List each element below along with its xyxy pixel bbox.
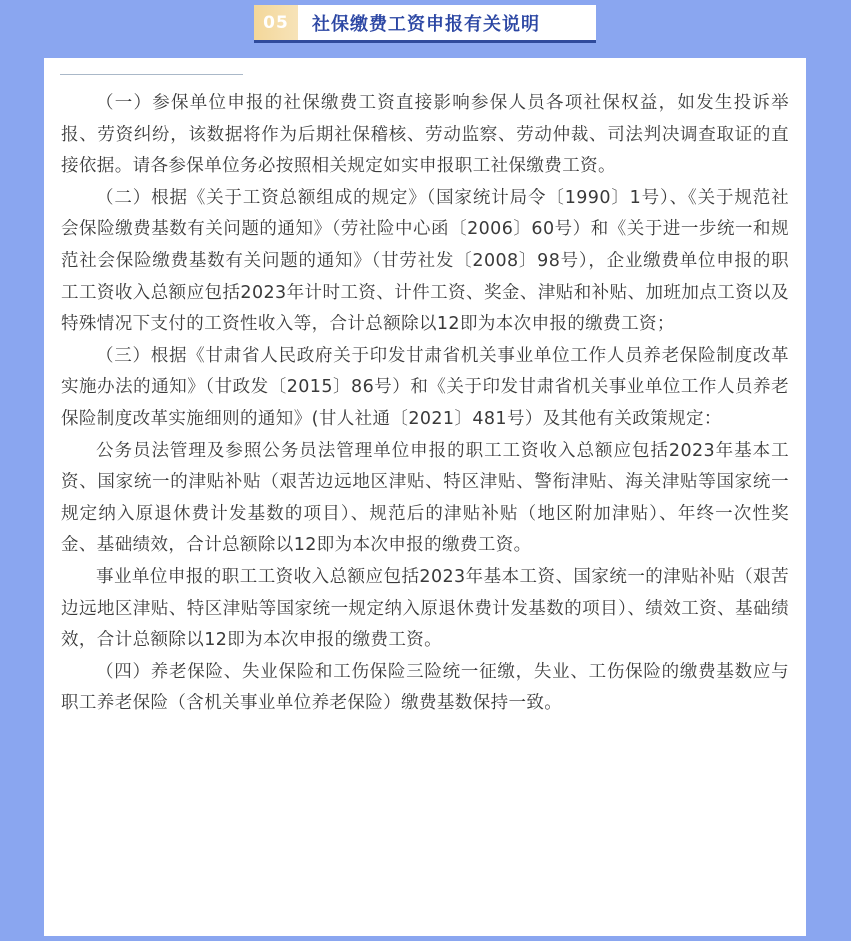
paragraph-2: （二）根据《关于工资总额组成的规定》（国家统计局令〔1990〕1号）、《关于规范社会保险缴费基数有关问题的通知》（劳社险中心函〔2006〕60号）和《关于进一步统一和规范社会保险缴费基数有关问题的通知》（甘劳社发〔2008〕98号），企业缴费单位申报的职工工资收入总额应包括2023年计时工资、计件工资、奖金、津贴和补贴、加班加点工资以及特殊情况下支付的工资性收入等，合计总额除以12即为本次申报的缴费工资； bbox=[61, 187, 789, 335]
section-number: 05 bbox=[254, 5, 298, 40]
section-title: 社保缴费工资申报有关说明 bbox=[298, 5, 596, 40]
paragraph-3: （三）根据《甘肃省人民政府关于印发甘肃省机关事业单位工作人员养老保险制度改革实施办法的通知》（甘政发〔2015〕86号）和《关于印发甘肃省机关事业单位工作人员养老保险制度改革实施细则的通知》(甘人社通〔2021〕481号）及其他有关政策规定： bbox=[61, 345, 789, 429]
content-card bbox=[44, 58, 806, 936]
divider bbox=[60, 74, 243, 75]
section-header bbox=[254, 5, 596, 43]
paragraph-5: 事业单位申报的职工工资收入总额应包括2023年基本工资、国家统一的津贴补贴（艰苦边远地区津贴、特区津贴等国家统一规定纳入原退休费计发基数的项目）、绩效工资、基础绩效，合计总额除以12即为本次申报的缴费工资。 bbox=[61, 566, 789, 651]
paragraph-1: （一）参保单位申报的社保缴费工资直接影响参保人员各项社保权益，如发生投诉举报、劳资纠纷，该数据将作为后期社保稽核、劳动监察、劳动仲裁、司法判决调查取证的直接依据。请各参保单位务必按照相关规定如实申报职工社保缴费工资。 bbox=[61, 93, 789, 177]
paragraph-6: （四）养老保险、失业保险和工伤保险三险统一征缴，失业、工伤保险的缴费基数应与职工养老保险（含机关事业单位养老保险）缴费基数保持一致。 bbox=[61, 661, 789, 714]
paragraph-4: 公务员法管理及参照公务员法管理单位申报的职工工资收入总额应包括2023年基本工资、国家统一的津贴补贴（艰苦边远地区津贴、特区津贴、警衔津贴、海关津贴等国家统一规定纳入原退休费计发基数的项目）、规范后的津贴补贴（地区附加津贴）、年终一次性奖金、基础绩效，合计总额除以12即为本次申报的缴费工资。 bbox=[61, 440, 789, 556]
article-body bbox=[61, 88, 789, 720]
